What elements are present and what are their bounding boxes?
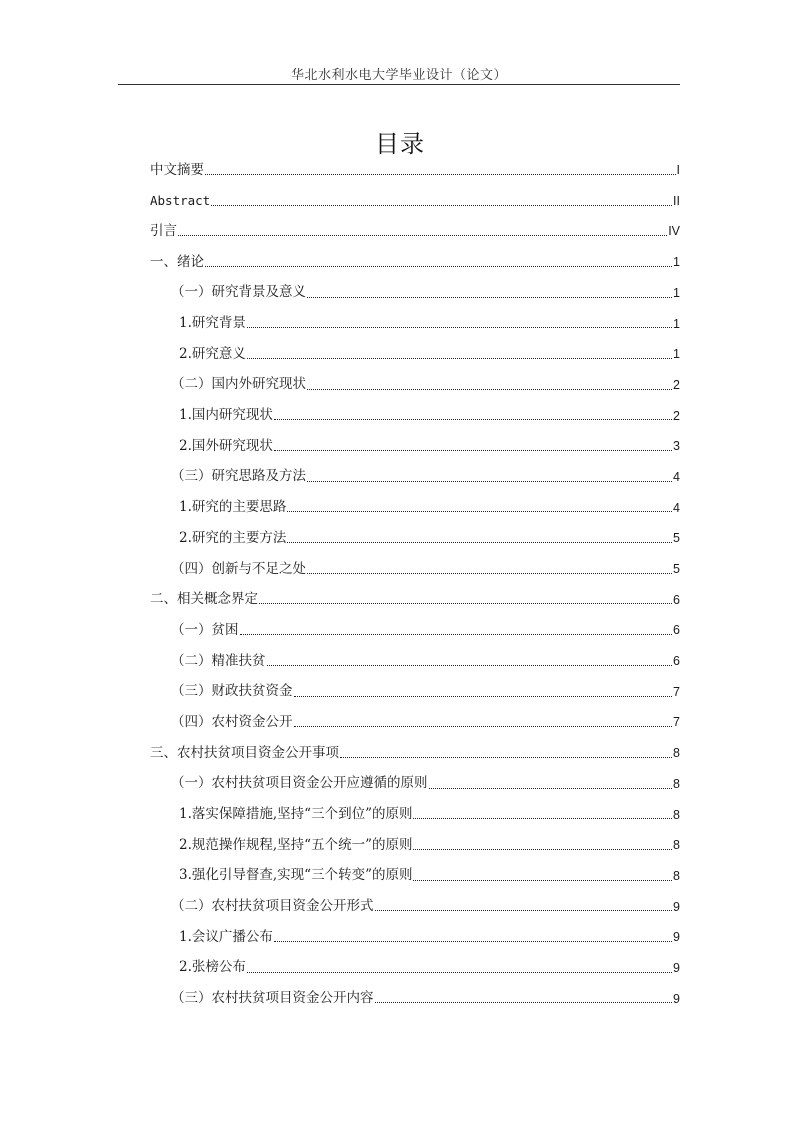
toc-entry-title: 中文摘要 [150,161,204,178]
toc-entry-page-number: 6 [673,623,680,638]
toc-entry-title: 2.张榜公布 [179,959,246,976]
toc-dot-leader [274,450,672,451]
toc-entry-page-number: 9 [673,930,680,945]
toc-entry-title: 三、农村扶贫项目资金公开事项 [150,744,339,761]
toc-entry-title: 2.国外研究现状 [179,437,273,454]
toc-entry-title: 1.落实保障措施,坚持“三个到位”的原则 [179,806,413,823]
toc-entry-page-number: 2 [673,377,680,392]
toc-entry[interactable] [0,216,800,247]
toc-dot-leader [211,205,672,206]
toc-entry-page-number: 9 [673,899,680,914]
toc-entry[interactable] [0,308,800,339]
toc-dot-leader [307,481,672,482]
toc-entry-page-number: 6 [673,654,680,669]
toc-entry[interactable] [0,892,800,923]
toc-entry-title: 1.国内研究现状 [179,407,273,424]
toc-entry-page-number: 3 [673,439,680,454]
toc-dot-leader [287,542,672,543]
toc-entry-page-number: 9 [673,960,680,975]
toc-dot-leader [287,511,672,512]
toc-dot-leader [267,665,673,666]
toc-dot-leader [259,603,672,604]
toc-entry-title: （二）农村扶贫项目资金公开形式 [171,898,374,915]
toc-dot-leader [205,266,672,267]
toc-entry-page-number: 8 [673,776,680,791]
toc-entry[interactable] [0,646,800,677]
toc-entry-page-number: 7 [673,684,680,699]
toc-dot-leader [294,726,673,727]
toc-entry-title: 二、相关概念界定 [150,591,258,608]
toc-entry-title: （三）农村扶贫项目资金公开内容 [171,990,374,1007]
toc-entry-page-number: 8 [673,746,680,761]
toc-entry-page-number: 5 [673,562,680,577]
toc-dot-leader [375,1002,673,1003]
toc-entry-title: 引言 [150,222,177,239]
toc-dot-leader [307,297,672,298]
toc-entry[interactable] [0,155,800,186]
toc-entry-title: Abstract [150,192,211,208]
toc-entry-page-number: 8 [673,868,680,883]
toc-entry-page-number: 1 [673,347,680,362]
toc-entry-page-number: 7 [673,715,680,730]
toc-entry-title: （二）国内外研究现状 [171,376,306,393]
toc-entry[interactable] [0,523,800,554]
toc-entry[interactable] [0,339,800,370]
toc-entry[interactable] [0,707,800,738]
toc-entry[interactable] [0,738,800,769]
toc-dot-leader [178,235,667,236]
header-rule [118,84,680,85]
running-header: 华北水利水电大学毕业设计（论文） [290,68,507,83]
toc-entry-title: 2.研究意义 [179,345,246,362]
toc-entry-page-number: 1 [673,285,680,300]
toc-entry[interactable] [0,554,800,585]
toc-entry-page-number: 4 [673,500,680,515]
toc-entry-page-number: 8 [673,838,680,853]
toc-entry-page-number: 5 [673,531,680,546]
toc-entry-title: 2.规范操作规程,坚持“五个统一”的原则 [179,836,413,853]
toc-entry[interactable] [0,984,800,1015]
toc-entry-title: 1.研究的主要思路 [179,499,287,516]
toc-entry-title: （二）精准扶贫 [171,652,266,669]
toc-entry-title: （四）创新与不足之处 [171,560,306,577]
toc-dot-leader [307,389,672,390]
toc-entry-title: （一）农村扶贫项目资金公开应遵循的原则 [171,775,428,792]
toc-dot-leader [240,634,673,635]
toc-entry-title: （一）贫困 [171,621,239,638]
table-of-contents [0,155,800,1014]
toc-dot-leader [413,818,672,819]
toc-dot-leader [307,573,672,574]
toc-dot-leader [375,910,673,911]
toc-entry[interactable] [0,401,800,432]
toc-dot-leader [340,757,672,758]
toc-entry[interactable] [0,953,800,984]
toc-entry-title: 1.研究背景 [179,315,246,332]
toc-entry[interactable] [0,615,800,646]
toc-entry[interactable] [0,186,800,217]
toc-entry-page-number: 9 [673,991,680,1006]
toc-entry[interactable] [0,799,800,830]
toc-entry-title: （一）研究背景及意义 [171,284,306,301]
toc-entry-page-number: I [676,163,680,178]
toc-entry-title: （三）研究思路及方法 [171,468,306,485]
page-title: 目录 [375,130,425,158]
toc-entry[interactable] [0,462,800,493]
toc-entry[interactable] [0,431,800,462]
toc-entry-title: 2.研究的主要方法 [179,529,287,546]
toc-dot-leader [274,941,672,942]
toc-entry[interactable] [0,585,800,616]
toc-entry-page-number: 1 [673,316,680,331]
toc-entry[interactable] [0,278,800,309]
toc-entry-page-number: 8 [673,807,680,822]
toc-entry-page-number: 1 [673,255,680,270]
toc-entry-title: （四）农村资金公开 [171,713,293,730]
toc-dot-leader [247,327,672,328]
toc-entry[interactable] [0,493,800,524]
toc-dot-leader [429,788,673,789]
toc-dot-leader [247,972,672,973]
toc-entry[interactable] [0,247,800,278]
toc-entry[interactable] [0,370,800,401]
toc-entry[interactable] [0,922,800,953]
toc-entry[interactable] [0,769,800,800]
toc-entry-page-number: II [673,193,680,208]
toc-dot-leader [247,358,672,359]
toc-entry-page-number: 6 [673,592,680,607]
toc-entry[interactable] [0,830,800,861]
toc-entry-page-number: 2 [673,408,680,423]
toc-dot-leader [205,174,676,175]
toc-dot-leader [413,880,672,881]
toc-entry[interactable] [0,677,800,708]
toc-entry-title: 1.会议广播公布 [179,928,273,945]
toc-entry-title: 3.强化引导督查,实现“三个转变”的原则 [179,867,413,884]
toc-entry-page-number: IV [668,224,680,239]
toc-dot-leader [413,849,672,850]
toc-entry-title: （三）财政扶贫资金 [171,683,293,700]
toc-dot-leader [274,419,672,420]
toc-entry-title: 一、绪论 [150,253,204,270]
toc-dot-leader [294,696,673,697]
toc-entry-page-number: 4 [673,469,680,484]
toc-entry[interactable] [0,861,800,892]
